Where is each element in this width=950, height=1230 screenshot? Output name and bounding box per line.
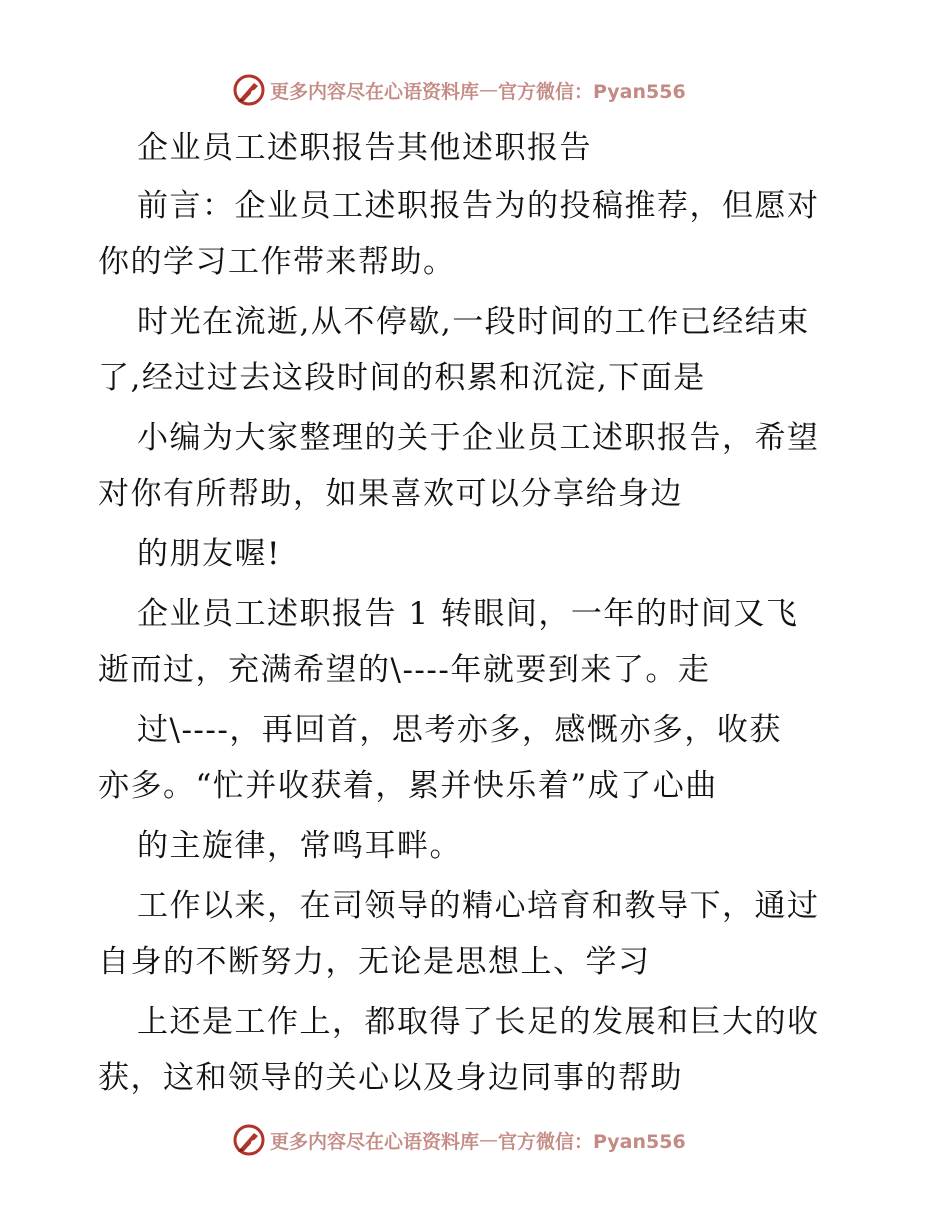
paragraph-line: 工作以来，在司领导的精心培育和教导下，通过	[137, 888, 820, 924]
banner-contact-text: 官方微信：Pyan556	[498, 1130, 686, 1153]
paragraph-line: 上还是工作上，都取得了长足的发展和巨大的收	[137, 1004, 820, 1040]
paragraph-line: 自身的不断努力，无论是思想上、学习	[98, 944, 651, 980]
paragraph-line: 前言：企业员工述职报告为的投稿推荐，但愿对	[137, 188, 820, 224]
banner-brand-text: 更多内容尽在心语资料库	[270, 80, 480, 103]
footer-banner	[232, 1122, 712, 1158]
paragraph-line: 过\----，再回首，思考亦多，感慨亦多，收获	[137, 712, 782, 748]
paragraph-line: 获，这和领导的关心以及身边同事的帮助	[98, 1060, 683, 1096]
paragraph-line: 小编为大家整理的关于企业员工述职报告，希望	[137, 420, 820, 456]
header-banner	[232, 72, 712, 108]
banner-separator: —	[479, 1129, 499, 1151]
document-title: 企业员工述职报告其他述职报告	[137, 130, 592, 166]
paragraph-line: 的朋友喔!	[137, 536, 281, 572]
pen-circle-logo-icon	[232, 1123, 266, 1157]
paragraph-line: 时光在流逝,从不停歇,一段时间的工作已经结束	[137, 304, 810, 340]
paragraph-line: 逝而过，充满希望的\----年就要到来了。走	[98, 652, 711, 688]
paragraph-line: 的主旋律，常鸣耳畔。	[137, 828, 462, 864]
paragraph-line: 对你有所帮助，如果喜欢可以分享给身边	[98, 476, 683, 512]
pen-circle-logo-icon	[232, 73, 266, 107]
paragraph-line: 你的学习工作带来帮助。	[98, 244, 456, 280]
banner-separator: —	[479, 79, 499, 101]
banner-brand-text: 更多内容尽在心语资料库	[270, 1130, 480, 1153]
paragraph-line: 了,经过过去这段时间的积累和沉淀,下面是	[98, 360, 706, 396]
paragraph-line: 企业员工述职报告 1 转眼间，一年的时间又飞	[137, 596, 799, 632]
paragraph-line: 亦多。“忙并收获着，累并快乐着”成了心曲	[98, 768, 718, 804]
banner-contact-text: 官方微信：Pyan556	[498, 80, 686, 103]
